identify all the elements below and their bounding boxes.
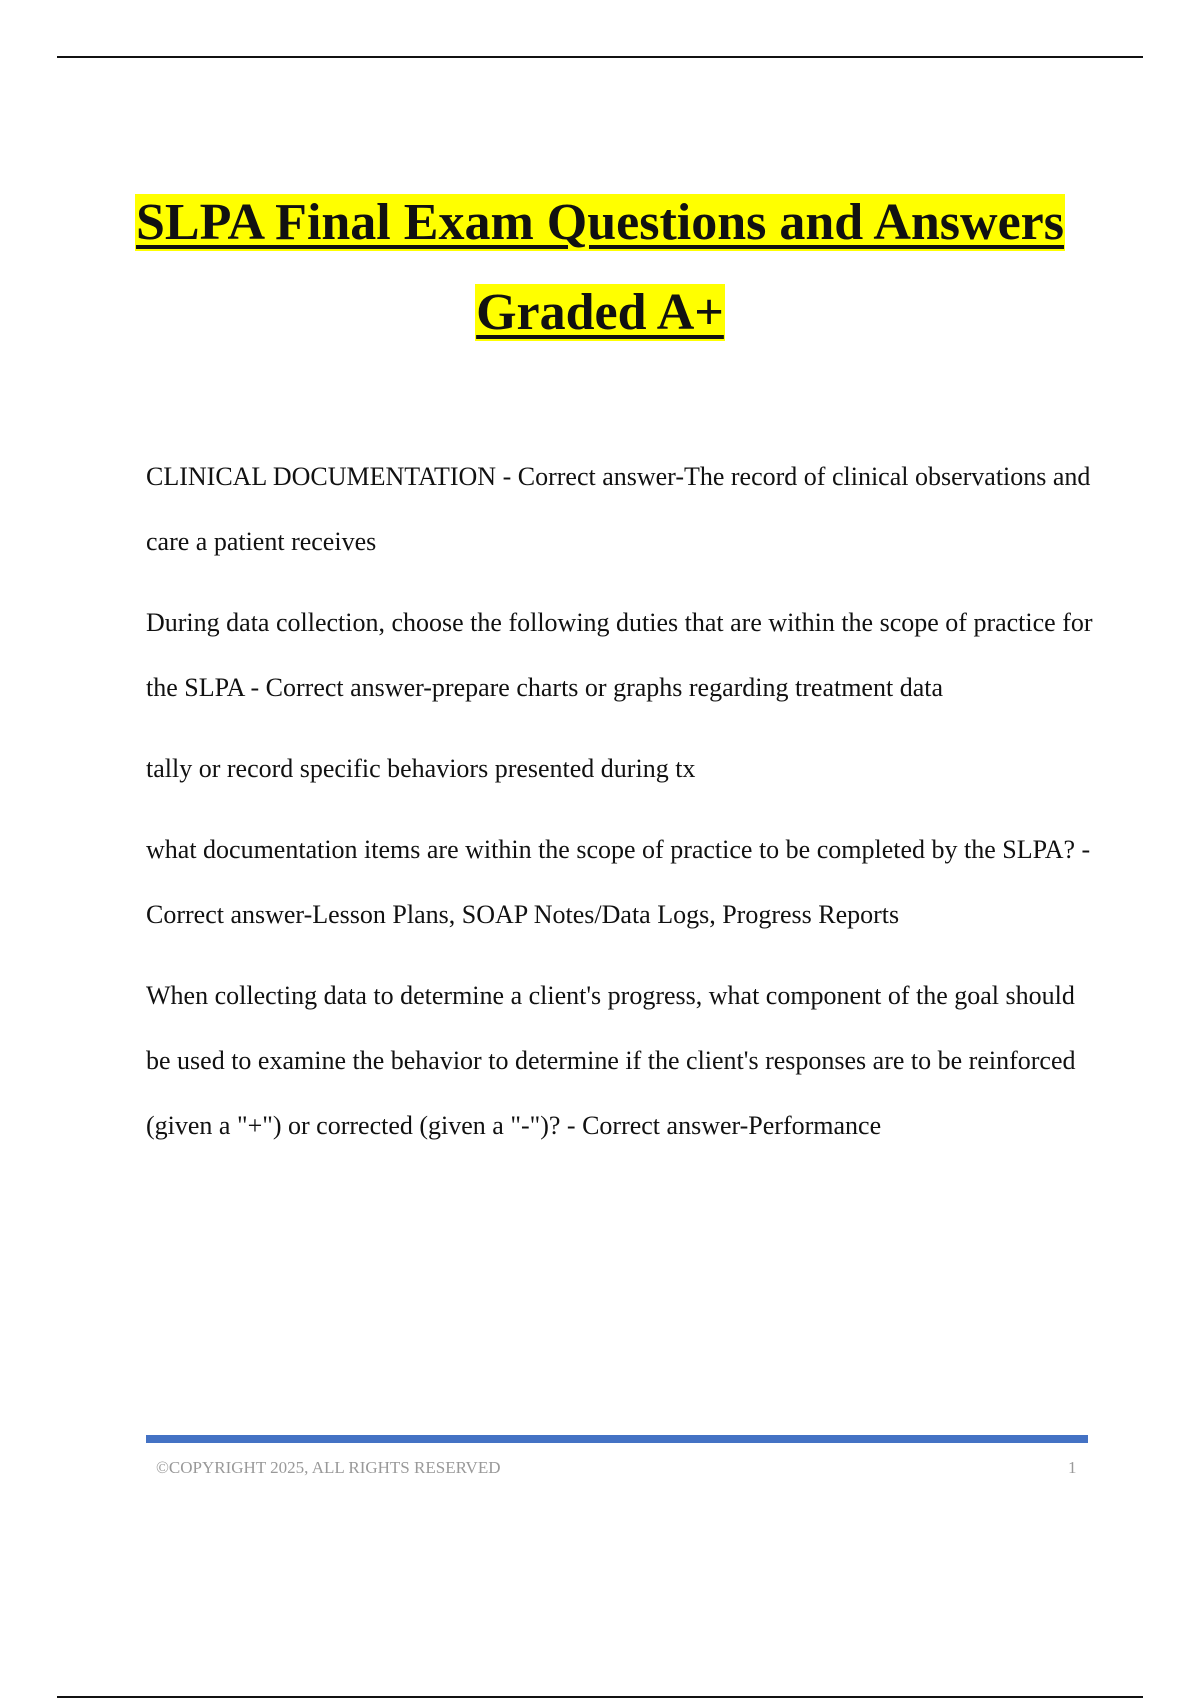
- footer-bar: [146, 1435, 1088, 1443]
- footer-copyright: ©COPYRIGHT 2025, ALL RIGHTS RESERVED: [156, 1458, 501, 1477]
- qa-item-2: During data collection, choose the following duties that are within the scope of practice for the SLPA - Correct answer-prepare charts or graphs regarding treatment data: [146, 608, 1093, 702]
- qa-item-4: what documentation items are within the scope of practice to be completed by the SLPA? - Correct answer-Lesson Plans, SOAP Notes/Data Logs, Progress Reports: [146, 835, 1091, 929]
- title-line-2: Graded A+: [476, 284, 724, 341]
- qa-item-1: CLINICAL DOCUMENTATION - Correct answer-The record of clinical observations and care a patient receives: [146, 462, 1091, 556]
- footer-page-number: 1: [1068, 1458, 1077, 1477]
- qa-item-3: tally or record specific behaviors presented during tx: [146, 754, 696, 783]
- qa-item-5: When collecting data to determine a client's progress, what component of the goal should be used to examine the behavior to determine if the client's responses are to be reinforced (given a "+") or corrected (given a "-")? - Correct answer-Performance: [146, 981, 1076, 1140]
- top-rule: [57, 56, 1143, 58]
- document-title: [100, 178, 1100, 358]
- qa-content: [146, 444, 1096, 1174]
- bottom-rule: [57, 1696, 1143, 1698]
- title-line-1: SLPA Final Exam Questions and Answers: [135, 194, 1064, 251]
